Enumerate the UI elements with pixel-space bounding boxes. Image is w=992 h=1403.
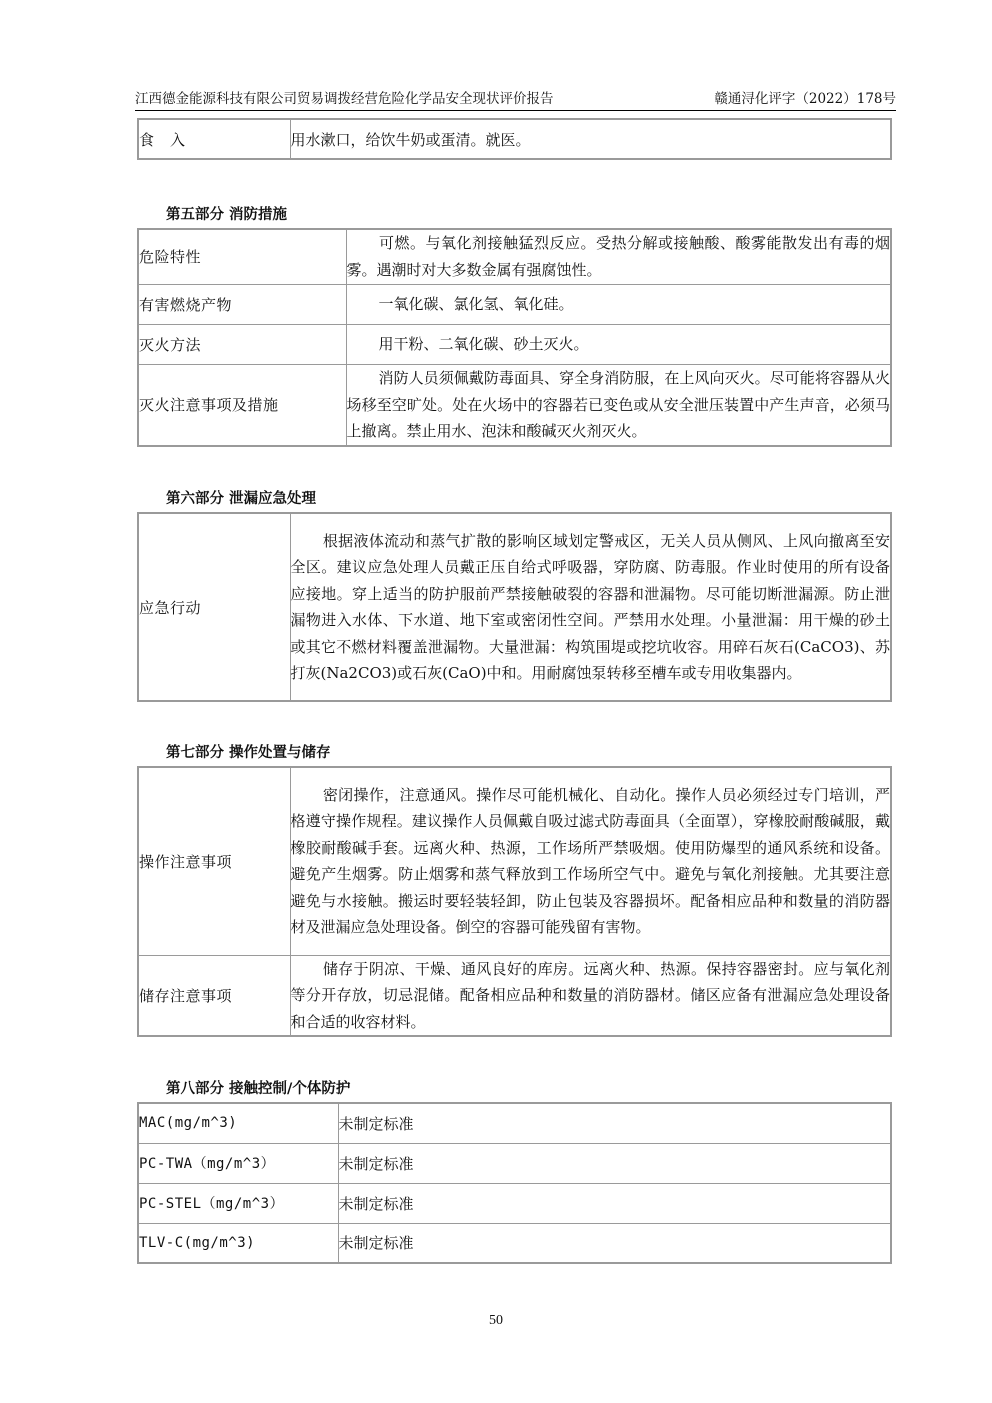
header-report-number: 赣通浔化评字（2022）178号	[714, 91, 896, 107]
table-row	[138, 767, 891, 955]
row-label: 危险特性	[138, 229, 346, 284]
row-label: 应急行动	[138, 513, 290, 701]
section-title-part7: 第七部分 操作处置与储存	[166, 745, 331, 761]
section-title-part5: 第五部分 消防措施	[166, 207, 288, 223]
row-label: 灭火注意事项及措施	[138, 364, 346, 446]
page-number: 50	[489, 1313, 503, 1328]
table-row	[138, 324, 891, 364]
row-label: 灭火方法	[138, 324, 346, 364]
row-label: PC-STEL（mg/m^3）	[138, 1183, 338, 1223]
table-row	[138, 229, 891, 284]
page-header	[135, 89, 896, 109]
header-report-title: 江西德金能源科技有限公司贸易调拨经营危险化学品安全现状评价报告	[135, 91, 554, 107]
row-value: 一氧化碳、氯化氢、氧化硅。	[346, 284, 891, 324]
table-row	[138, 513, 891, 701]
row-label: PC-TWA（mg/m^3）	[138, 1143, 338, 1183]
row-value: 未制定标准	[338, 1143, 891, 1183]
row-value: 用水漱口，给饮牛奶或蛋清。就医。	[290, 119, 891, 159]
row-label: 储存注意事项	[138, 955, 290, 1036]
row-value: 消防人员须佩戴防毒面具、穿全身消防服，在上风向灭火。尽可能将容器从火场移至空旷处。处在火场中的容器若已变色或从安全泄压装置中产生声音，必须马上撤离。禁止用水、泡沫和酸碱灭火剂灭火。	[346, 364, 891, 446]
row-label: TLV-C(mg/m^3)	[138, 1223, 338, 1263]
table-row	[138, 1223, 891, 1263]
section-title-part6: 第六部分 泄漏应急处理	[166, 491, 317, 507]
section-title-part8: 第八部分 接触控制/个体防护	[166, 1081, 351, 1097]
row-value: 储存于阴凉、干燥、通风良好的库房。远离火种、热源。保持容器密封。应与氧化剂等分开存放，切忌混储。配备相应品种和数量的消防器材。储区应备有泄漏应急处理设备和合适的收容材料。	[290, 955, 891, 1036]
table-row	[138, 955, 891, 1036]
table-row	[138, 284, 891, 324]
table-row	[138, 119, 891, 159]
leak-response-table	[137, 512, 892, 702]
row-label: 有害燃烧产物	[138, 284, 346, 324]
row-value: 未制定标准	[338, 1103, 891, 1143]
row-value: 未制定标准	[338, 1183, 891, 1223]
row-value: 未制定标准	[338, 1223, 891, 1263]
row-value: 根据液体流动和蒸气扩散的影响区域划定警戒区，无关人员从侧风、上风向撤离至安全区。建议应急处理人员戴正压自给式呼吸器，穿防腐、防毒服。作业时使用的所有设备应接地。穿上适当的防护服前严禁接触破裂的容器和泄漏物。尽可能切断泄漏源。防止泄漏物进入水体、下水道、地下室或密闭性空间。严禁用水处理。小量泄漏：用干燥的砂土或其它不燃材料覆盖泄漏物。大量泄漏：构筑围堤或挖坑收容。用碎石灰石(CaCO3)、苏打灰(Na2CO3)或石灰(CaO)中和。用耐腐蚀泵转移至槽车或专用收集器内。	[290, 513, 891, 701]
header-rule	[135, 110, 896, 111]
row-label: MAC(mg/m^3)	[138, 1103, 338, 1143]
exposure-control-table	[137, 1102, 892, 1264]
row-value: 密闭操作，注意通风。操作尽可能机械化、自动化。操作人员必须经过专门培训，严格遵守操作规程。建议操作人员佩戴自吸过滤式防毒面具（全面罩），穿橡胶耐酸碱服，戴橡胶耐酸碱手套。远离火种、热源，工作场所严禁吸烟。使用防爆型的通风系统和设备。避免产生烟雾。防止烟雾和蒸气释放到工作场所空气中。避免与氧化剂接触。尤其要注意避免与水接触。搬运时要轻装轻卸，防止包装及容器损坏。配备相应品种和数量的消防器材及泄漏应急处理设备。倒空的容器可能残留有害物。	[290, 767, 891, 955]
table-row	[138, 1143, 891, 1183]
first-aid-table	[137, 118, 892, 160]
fire-measures-table	[137, 228, 892, 447]
row-label: 操作注意事项	[138, 767, 290, 955]
table-row	[138, 1183, 891, 1223]
row-label: 食 入	[138, 119, 290, 159]
handling-storage-table	[137, 766, 892, 1037]
row-value: 可燃。与氧化剂接触猛烈反应。受热分解或接触酸、酸雾能散发出有毒的烟雾。遇潮时对大多数金属有强腐蚀性。	[346, 229, 891, 284]
table-row	[138, 364, 891, 446]
row-value: 用干粉、二氧化碳、砂土灭火。	[346, 324, 891, 364]
table-row	[138, 1103, 891, 1143]
